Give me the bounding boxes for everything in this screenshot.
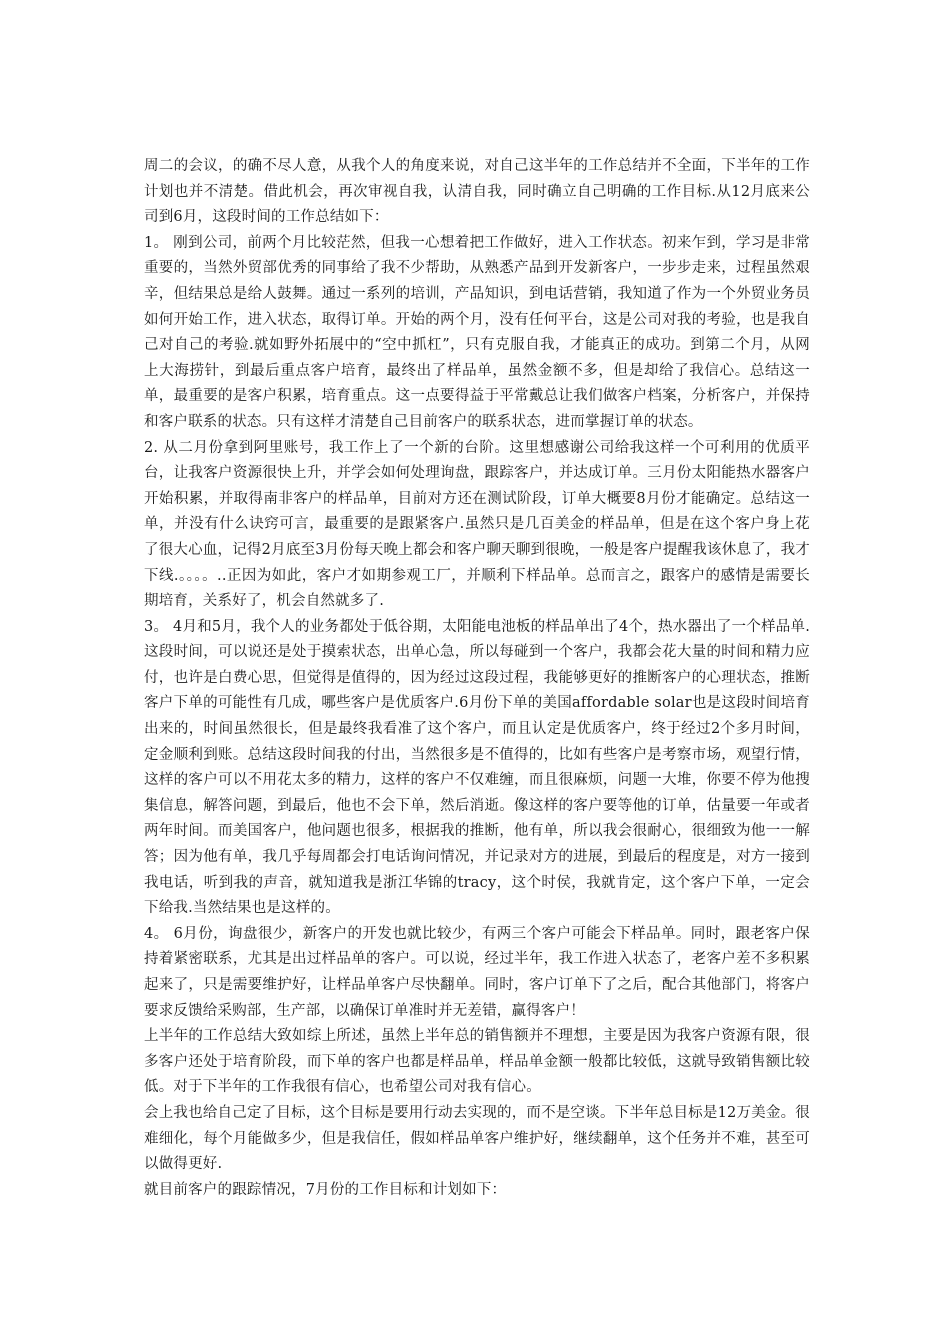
section-4-paragraph: 4。 6月份，询盘很少，新客户的开发也就比较少，有两三个客户可能会下样品单。同时，跟老客户保持着紧密联系，尤其是出过样品单的客户。可以说，经过半年，我工作进入状态了，老客户差不多积累起来了，只是需要维护好，让样品单客户尽快翻单。同时，客户订单下了之后，配合其他部门，将客户要求反馈给采购部，生产部，以确保订单准时并无差错，赢得客户！ (144, 925, 810, 1019)
section-3-paragraph: 3。 4月和5月，我个人的业务都处于低谷期，太阳能电池板的样品单出了4个，热水器出了一个样品单.这段时间，可以说还是处于摸索状态，出单心急，所以每碰到一个客户，我都会花大量的时间和精力应付，也许是白费心思，但觉得是值得的，因为经过这段过程，我能够更好的推断客户的心理状态，推断客户下单的可能性有几成，哪些客户是优质客户.6月份下单的美国affordable solar也是这段时间培育出来的，时间虽然很长，但是最终我看准了这个客户，而且认定是优质客户，终于经过2个多月时间，定金顺利到账。总结这段时间我的付出，当然很多是不值得的，比如有些客户是考察市场，观望行情，这样的客户可以不用花太多的精力，这样的客户不仅难缠，而且很麻烦，问题一大堆，你要不停为他搜集信息，解答问题，到最后，他也不会下单，然后消逝。像这样的客户要等他的订单，估量要一年或者两年时间。而美国客户，他问题也很多，根据我的推断，他有单，所以我会很耐心，很细致为他一一解答；因为他有单，我几乎每周都会打电话询问情况，并记录对方的进展，到最后的程度是，对方一接到我电话，听到我的声音，就知道我是浙江华锦的tracy，这个时侯，我就肯定，这个客户下单，一定会下给我.当然结果也是这样的。 (144, 618, 810, 917)
document-body (144, 154, 810, 1203)
intro-paragraph: 周二的会议，的确不尽人意，从我个人的角度来说，对自己这半年的工作总结并不全面，下半年的工作计划也并不清楚。借此机会，再次审视自我，认清自我，同时确立自己明确的工作目标.从12月底来公司到6月，这段时间的工作总结如下： (144, 158, 810, 226)
section-1-paragraph: 1。 刚到公司，前两个月比较茫然，但我一心想着把工作做好，进入工作状态。初来乍到，学习是非常重要的，当然外贸部优秀的同事给了我不少帮助，从熟悉产品到开发新客户，一步步走来，过程虽然艰辛，但结果总是给人鼓舞。通过一系列的培训，产品知识，到电话营销，我知道了作为一个外贸业务员如何开始工作，进入状态，取得订单。开始的两个月，没有任何平台，这是公司对我的考验，也是我自己对自己的考验.就如野外拓展中的“空中抓杠”，只有克服自我，才能真正的成功。到第二个月，从网上大海捞针，到最后重点客户培育，最终出了样品单，虽然金额不多，但是却给了我信心。总结这一单，最重要的是客户积累，培育重点。这一点要得益于平常戴总让我们做客户档案，分析客户，并保持和客户联系的状态。只有这样才清楚自己目前客户的联系状态，进而掌握订单的状态。 (144, 234, 810, 430)
section-2-paragraph: 2. 从二月份拿到阿里账号，我工作上了一个新的台阶。这里想感谢公司给我这样一个可利用的优质平台，让我客户资源很快上升，并学会如何处理询盘，跟踪客户，并达成订单。三月份太阳能热水器客户开始积累，并取得南非客户的样品单，目前对方还在测试阶段，订单大概要8月份才能确定。总结这一单，并没有什么诀窍可言，最重要的是跟紧客户.虽然只是几百美金的样品单，但是在这个客户身上花了很大心血，记得2月底至3月份每天晚上都会和客户聊天聊到很晚，一般是客户提醒我该休息了，我才下线.。。。。..正因为如此，客户才如期参观工厂，并顺利下样品单。总而言之，跟客户的感情是需要长期培育，关系好了，机会自然就多了. (144, 439, 810, 610)
plan-heading-paragraph: 就目前客户的跟踪情况，7月份的工作目标和计划如下： (144, 1181, 507, 1198)
summary-paragraph: 上半年的工作总结大致如综上所述，虽然上半年总的销售额并不理想，主要是因为我客户资源有限，很多客户还处于培育阶段，而下单的客户也都是样品单，样品单金额一般都比较低，这就导致销售额比较低。对于下半年的工作我很有信心，也希望公司对我有信心。 (144, 1028, 810, 1096)
goal-paragraph: 会上我也给自己定了目标，这个目标是要用行动去实现的，而不是空谈。下半年总目标是12万美金。很难细化，每个月能做多少，但是我信任，假如样品单客户维护好，继续翻单，这个任务并不难，甚至可以做得更好. (144, 1104, 810, 1173)
